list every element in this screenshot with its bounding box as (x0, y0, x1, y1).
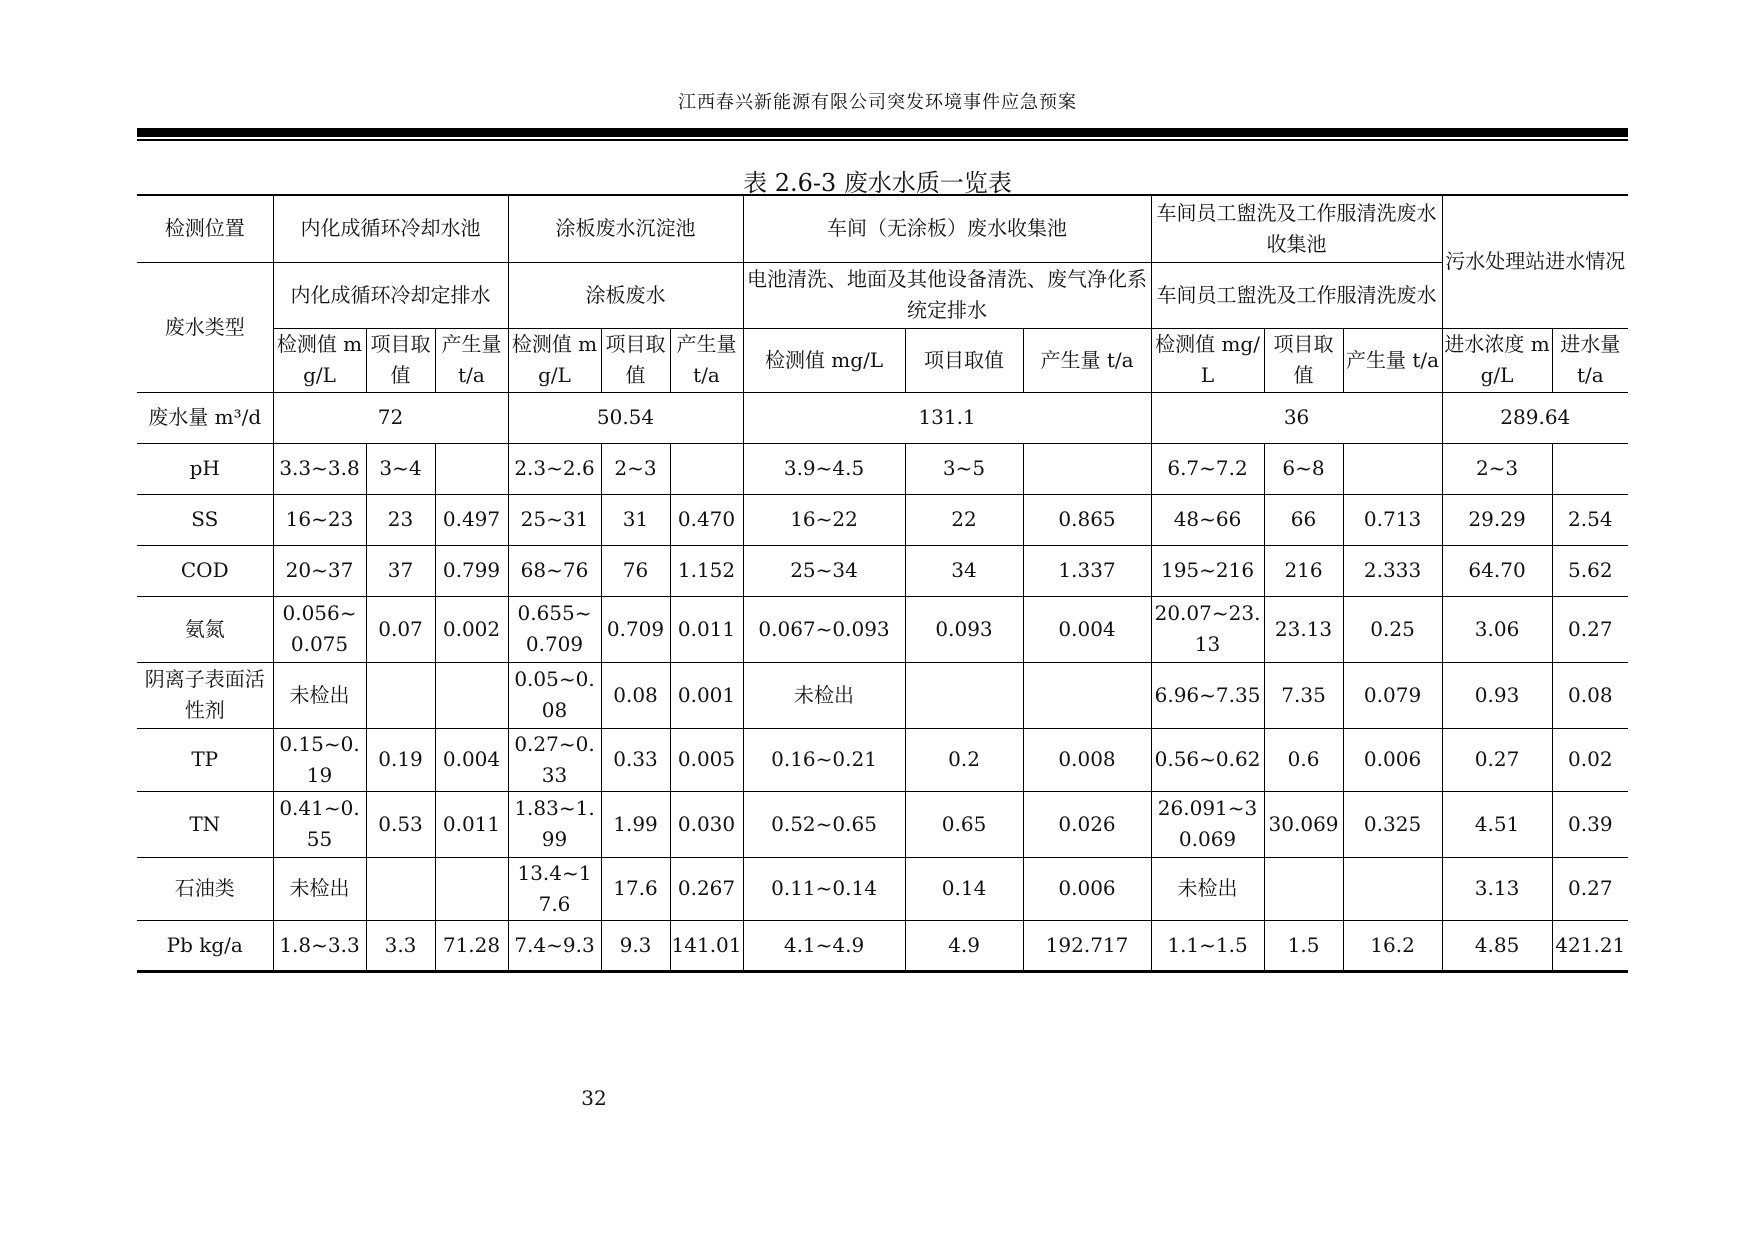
value-cell: 0.713 (1343, 494, 1442, 545)
label-flow: 废水量 m³/d (137, 392, 273, 443)
value-cell: 141.01 (670, 920, 743, 971)
value-cell: 4.51 (1442, 791, 1552, 857)
value-cell: 192.717 (1023, 920, 1151, 971)
value-cell: 1.8~3.3 (273, 920, 366, 971)
value-cell: 0.497 (435, 494, 508, 545)
value-cell: 9.3 (601, 920, 670, 971)
value-cell: 0.39 (1552, 791, 1628, 857)
value-cell: 0.067~0.093 (743, 596, 905, 662)
value-cell: 1.152 (670, 545, 743, 596)
value-cell (435, 662, 508, 728)
value-cell: 2.333 (1343, 545, 1442, 596)
value-cell: 0.079 (1343, 662, 1442, 728)
value-cell: 0.15~0.19 (273, 728, 366, 791)
label-wastewater-type: 废水类型 (137, 262, 273, 392)
page-number: 32 (581, 1086, 607, 1110)
parameter-name: Pb kg/a (137, 920, 273, 971)
value-cell: 0.08 (601, 662, 670, 728)
subheader-cell: 产生量 t/a (1343, 328, 1442, 392)
value-cell: 16~23 (273, 494, 366, 545)
value-cell (366, 662, 435, 728)
subheader-cell: 产生量 t/a (670, 328, 743, 392)
value-cell: 未检出 (273, 662, 366, 728)
wastewater-type-header: 电池清洗、地面及其他设备清洗、废气净化系统定排水 (743, 262, 1151, 328)
value-cell: 0.005 (670, 728, 743, 791)
value-cell: 0.008 (1023, 728, 1151, 791)
parameter-name: COD (137, 545, 273, 596)
value-cell: 0.19 (366, 728, 435, 791)
value-cell: 3.06 (1442, 596, 1552, 662)
value-cell: 16~22 (743, 494, 905, 545)
value-cell (1264, 857, 1343, 920)
value-cell (1343, 857, 1442, 920)
location-header: 车间（无涂板）废水收集池 (743, 195, 1151, 262)
table-row (137, 857, 1628, 920)
value-cell: 68~76 (508, 545, 601, 596)
value-cell: 0.470 (670, 494, 743, 545)
value-cell: 0.16~0.21 (743, 728, 905, 791)
value-cell (435, 443, 508, 494)
value-cell: 37 (366, 545, 435, 596)
value-cell: 0.011 (670, 596, 743, 662)
value-cell: 34 (905, 545, 1023, 596)
value-cell: 16.2 (1343, 920, 1442, 971)
location-header: 涂板废水沉淀池 (508, 195, 743, 262)
table-row (137, 596, 1628, 662)
value-cell: 3.9~4.5 (743, 443, 905, 494)
value-cell: 2~3 (601, 443, 670, 494)
value-cell: 0.655~0.709 (508, 596, 601, 662)
value-cell: 0.093 (905, 596, 1023, 662)
value-cell: 0.11~0.14 (743, 857, 905, 920)
value-cell: 0.799 (435, 545, 508, 596)
value-cell: 0.27 (1552, 596, 1628, 662)
subheader-cell: 进水量 t/a (1552, 328, 1628, 392)
table-row (137, 791, 1628, 857)
value-cell (905, 662, 1023, 728)
value-cell: 20~37 (273, 545, 366, 596)
value-cell: 0.41~0.55 (273, 791, 366, 857)
header-rule-thin (137, 139, 1628, 141)
value-cell: 0.56~0.62 (1151, 728, 1264, 791)
value-cell (435, 857, 508, 920)
value-cell: 0.53 (366, 791, 435, 857)
header-row-types (137, 262, 1628, 328)
value-cell: 64.70 (1442, 545, 1552, 596)
value-cell: 0.006 (1023, 857, 1151, 920)
parameter-name: 阴离子表面活性剂 (137, 662, 273, 728)
value-cell: 6~8 (1264, 443, 1343, 494)
value-cell: 0.2 (905, 728, 1023, 791)
header-rule-thick (137, 128, 1628, 137)
value-cell: 0.865 (1023, 494, 1151, 545)
flow-value: 72 (273, 392, 508, 443)
value-cell: 421.21 (1552, 920, 1628, 971)
value-cell: 13.4~17.6 (508, 857, 601, 920)
value-cell: 2.54 (1552, 494, 1628, 545)
parameter-name: TP (137, 728, 273, 791)
value-cell: 0.27 (1442, 728, 1552, 791)
parameter-name: 氨氮 (137, 596, 273, 662)
value-cell (366, 857, 435, 920)
flow-value: 36 (1151, 392, 1442, 443)
value-cell: 0.08 (1552, 662, 1628, 728)
value-cell: 0.325 (1343, 791, 1442, 857)
value-cell: 71.28 (435, 920, 508, 971)
subheader-cell: 项目取值 (905, 328, 1023, 392)
value-cell: 1.83~1.99 (508, 791, 601, 857)
value-cell: 3.3 (366, 920, 435, 971)
value-cell (1552, 443, 1628, 494)
table-row (137, 662, 1628, 728)
flow-value: 289.64 (1442, 392, 1628, 443)
subheader-cell: 项目取值 (1264, 328, 1343, 392)
value-cell: 3~4 (366, 443, 435, 494)
location-header: 内化成循环冷却水池 (273, 195, 508, 262)
document-header-title: 江西春兴新能源有限公司突发环境事件应急预案 (678, 92, 1077, 113)
parameter-name: TN (137, 791, 273, 857)
value-cell: 0.6 (1264, 728, 1343, 791)
value-cell: 0.030 (670, 791, 743, 857)
value-cell: 66 (1264, 494, 1343, 545)
value-cell: 7.4~9.3 (508, 920, 601, 971)
value-cell: 20.07~23.13 (1151, 596, 1264, 662)
value-cell: 1.99 (601, 791, 670, 857)
value-cell: 1.337 (1023, 545, 1151, 596)
value-cell: 0.07 (366, 596, 435, 662)
value-cell: 0.026 (1023, 791, 1151, 857)
table-row (137, 920, 1628, 971)
value-cell: 4.1~4.9 (743, 920, 905, 971)
location-header: 污水处理站进水情况 (1442, 195, 1628, 328)
parameter-name: SS (137, 494, 273, 545)
value-cell: 76 (601, 545, 670, 596)
subheader-cell: 检测值 mg/L (273, 328, 366, 392)
value-cell: 2~3 (1442, 443, 1552, 494)
value-cell: 0.65 (905, 791, 1023, 857)
value-cell: 23.13 (1264, 596, 1343, 662)
subheader-cell: 项目取值 (601, 328, 670, 392)
value-cell: 3~5 (905, 443, 1023, 494)
table-row (137, 494, 1628, 545)
label-location: 检测位置 (137, 195, 273, 262)
value-cell (1023, 443, 1151, 494)
value-cell: 29.29 (1442, 494, 1552, 545)
table-row (137, 443, 1628, 494)
value-cell: 0.14 (905, 857, 1023, 920)
flow-value: 131.1 (743, 392, 1151, 443)
value-cell: 0.267 (670, 857, 743, 920)
value-cell: 未检出 (1151, 857, 1264, 920)
parameter-name: 石油类 (137, 857, 273, 920)
value-cell: 0.002 (435, 596, 508, 662)
subheader-cell: 项目取值 (366, 328, 435, 392)
value-cell: 1.1~1.5 (1151, 920, 1264, 971)
value-cell: 未检出 (743, 662, 905, 728)
value-cell: 0.056~0.075 (273, 596, 366, 662)
value-cell: 17.6 (601, 857, 670, 920)
table-row (137, 545, 1628, 596)
value-cell (1023, 662, 1151, 728)
value-cell: 0.27 (1552, 857, 1628, 920)
value-cell: 0.27~0.33 (508, 728, 601, 791)
value-cell: 25~34 (743, 545, 905, 596)
wastewater-type-header: 车间员工盥洗及工作服清洗废水 (1151, 262, 1442, 328)
subheader-cell: 进水浓度 mg/L (1442, 328, 1552, 392)
value-cell: 6.7~7.2 (1151, 443, 1264, 494)
value-cell: 0.52~0.65 (743, 791, 905, 857)
location-header: 车间员工盥洗及工作服清洗废水收集池 (1151, 195, 1442, 262)
subheader-cell: 检测值 mg/L (1151, 328, 1264, 392)
value-cell: 4.85 (1442, 920, 1552, 971)
value-cell: 6.96~7.35 (1151, 662, 1264, 728)
value-cell: 23 (366, 494, 435, 545)
flow-row (137, 392, 1628, 443)
value-cell: 3.3~3.8 (273, 443, 366, 494)
value-cell: 22 (905, 494, 1023, 545)
value-cell: 1.5 (1264, 920, 1343, 971)
subheader-cell: 产生量 t/a (1023, 328, 1151, 392)
wastewater-quality-table (137, 194, 1628, 973)
value-cell: 0.004 (1023, 596, 1151, 662)
header-row-subheaders (137, 328, 1628, 392)
value-cell: 0.709 (601, 596, 670, 662)
subheader-cell: 产生量 t/a (435, 328, 508, 392)
value-cell: 5.62 (1552, 545, 1628, 596)
value-cell: 0.006 (1343, 728, 1442, 791)
wastewater-type-header: 涂板废水 (508, 262, 743, 328)
value-cell (1343, 443, 1442, 494)
value-cell: 0.05~0.08 (508, 662, 601, 728)
value-cell: 26.091~30.069 (1151, 791, 1264, 857)
value-cell: 48~66 (1151, 494, 1264, 545)
parameter-name: pH (137, 443, 273, 494)
value-cell: 2.3~2.6 (508, 443, 601, 494)
value-cell (670, 443, 743, 494)
value-cell: 0.004 (435, 728, 508, 791)
value-cell: 0.011 (435, 791, 508, 857)
value-cell: 0.93 (1442, 662, 1552, 728)
value-cell: 0.33 (601, 728, 670, 791)
value-cell: 31 (601, 494, 670, 545)
table-row (137, 728, 1628, 791)
flow-value: 50.54 (508, 392, 743, 443)
value-cell: 3.13 (1442, 857, 1552, 920)
value-cell: 30.069 (1264, 791, 1343, 857)
value-cell: 25~31 (508, 494, 601, 545)
value-cell: 0.001 (670, 662, 743, 728)
value-cell: 216 (1264, 545, 1343, 596)
header-row-locations (137, 195, 1628, 262)
value-cell: 0.25 (1343, 596, 1442, 662)
value-cell: 7.35 (1264, 662, 1343, 728)
wastewater-type-header: 内化成循环冷却定排水 (273, 262, 508, 328)
value-cell: 0.02 (1552, 728, 1628, 791)
value-cell: 195~216 (1151, 545, 1264, 596)
value-cell: 未检出 (273, 857, 366, 920)
value-cell: 4.9 (905, 920, 1023, 971)
table-caption: 表 2.6-3 废水水质一览表 (743, 169, 1012, 197)
subheader-cell: 检测值 mg/L (508, 328, 601, 392)
subheader-cell: 检测值 mg/L (743, 328, 905, 392)
